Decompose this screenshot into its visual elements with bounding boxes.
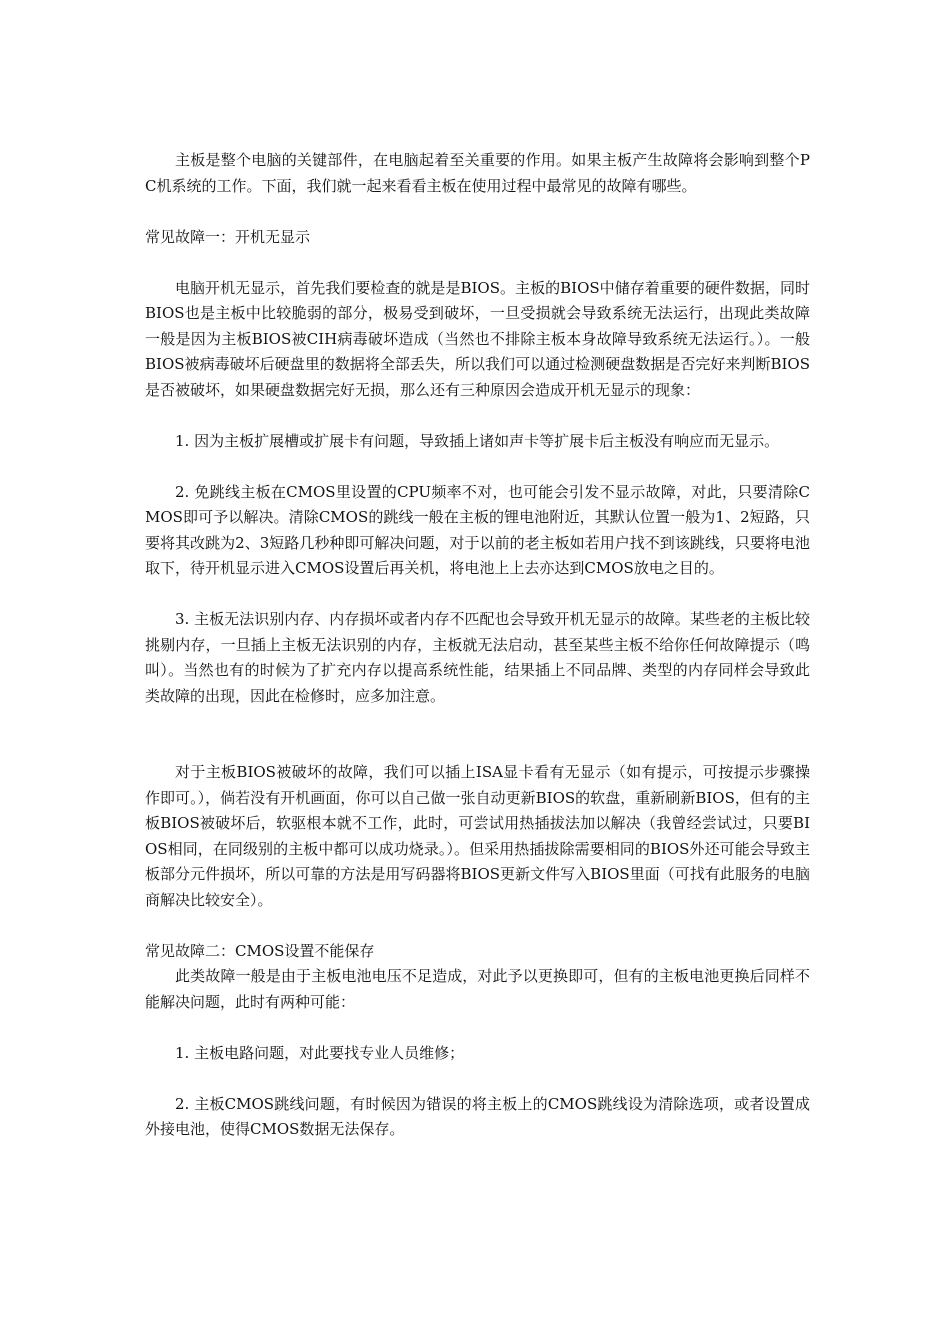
spacer bbox=[145, 1015, 810, 1041]
spacer bbox=[145, 709, 810, 760]
fault1-item-2: 2. 免跳线主板在CMOS里设置的CPU频率不对，也可能会引发不显示故障，对此，只要清除CMOS即可予以解决。清除CMOS的跳线一般在主板的锂电池附近，其默认位置一般为1、2短路，只要将其改跳为2、3短路几秒种即可解决问题，对于以前的老主板如若用户找不到该跳线，只要将电池取下，待开机显示进入CMOS设置后再关机，将电池上上去亦达到CMOS放电之目的。 bbox=[145, 482, 810, 577]
spacer bbox=[145, 913, 810, 939]
spacer bbox=[145, 250, 810, 276]
document-body bbox=[145, 148, 810, 1143]
fault2-heading: 常见故障二：CMOS设置不能保存 bbox=[145, 941, 375, 960]
fault1-heading: 常见故障一：开机无显示 bbox=[145, 227, 311, 246]
fault1-paragraph: 电脑开机无显示，首先我们要检查的就是是BIOS。主板的BIOS中储存着重要的硬件数据，同时BIOS也是主板中比较脆弱的部分，极易受到破坏，一旦受损就会导致系统无法运行，出现此类故障一般是因为主板BIOS被CIH病毒破坏造成（当然也不排除主板本身故障导致系统无法运行。）。一般BIOS被病毒破坏后硬盘里的数据将全部丢失，所以我们可以通过检测硬盘数据是否完好来判断BIOS是否被破坏，如果硬盘数据完好无损，那么还有三种原因会造成开机无显示的现象： bbox=[145, 278, 810, 399]
fault2-paragraph: 此类故障一般是由于主板电池电压不足造成，对此予以更换即可，但有的主板电池更换后同样不能解决问题，此时有两种可能： bbox=[145, 967, 810, 1011]
spacer bbox=[145, 403, 810, 429]
spacer bbox=[145, 454, 810, 480]
spacer bbox=[145, 582, 810, 608]
fault1-item-3: 3. 主板无法识别内存、内存损坏或者内存不匹配也会导致开机无显示的故障。某些老的主板比较挑剔内存，一旦插上主板无法识别的内存，主板就无法启动，甚至某些主板不给你任何故障提示（鸣叫）。当然也有的时候为了扩充内存以提高系统性能，结果插上不同品牌、类型的内存同样会导致此类故障的出现，因此在检修时，应多加注意。 bbox=[145, 610, 810, 705]
fault2-item-1: 1. 主板电路问题，对此要找专业人员维修； bbox=[175, 1043, 465, 1062]
fault1-bios-paragraph: 对于主板BIOS被破坏的故障，我们可以插上ISA显卡看有无显示（如有提示，可按提示步骤操作即可。），倘若没有开机画面，你可以自己做一张自动更新BIOS的软盘，重新刷新BIOS，但有的主板BIOS被破坏后，软驱根本就不工作，此时，可尝试用热插拔法加以解决（我曾经尝试过，只要BIOS相同，在同级别的主板中都可以成功烧录。）。但采用热插拔除需要相同的BIOS外还可能会导致主板部分元件损坏，所以可靠的方法是用写码器将BIOS更新文件写入BIOS里面（可找有此服务的电脑商解决比较安全）。 bbox=[145, 763, 810, 909]
fault1-item-1: 1. 因为主板扩展槽或扩展卡有问题，导致插上诸如声卡等扩展卡后主板没有响应而无显示。 bbox=[175, 431, 780, 450]
fault2-item-2: 2. 主板CMOS跳线问题，有时候因为错误的将主板上的CMOS跳线设为清除选项，或者设置成外接电池，使得CMOS数据无法保存。 bbox=[145, 1094, 810, 1138]
spacer bbox=[145, 199, 810, 225]
spacer bbox=[145, 1066, 810, 1092]
intro-paragraph: 主板是整个电脑的关键部件，在电脑起着至关重要的作用。如果主板产生故障将会影响到整个PC机系统的工作。下面，我们就一起来看看主板在使用过程中最常见的故障有哪些。 bbox=[145, 151, 810, 195]
